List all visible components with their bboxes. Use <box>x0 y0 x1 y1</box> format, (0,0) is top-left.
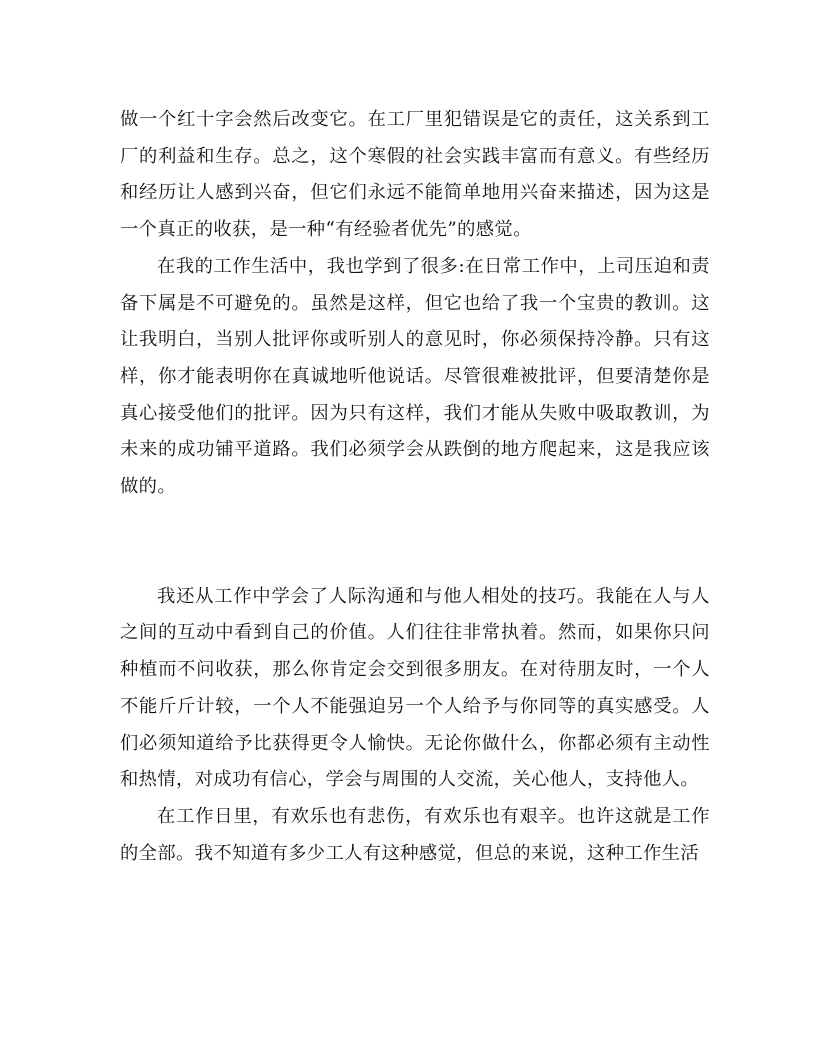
paragraph-4: 在工作日里，有欢乐也有悲伤，有欢乐也有艰辛。也许这就是工作的全部。我不知道有多少工人有这种感觉，但总的来说，这种工作生活 <box>120 805 710 864</box>
paragraph-2: 在我的工作生活中，我也学到了很多:在日常工作中，上司压迫和责备下属是不可避免的。虽然是这样，但它也给了我一个宝贵的教训。这让我明白，当别人批评你或听别人的意见时，你必须保持冷静。只有这样，你才能表明你在真诚地听他说话。尽管很难被批评，但要清楚你是真心接受他们的批评。因为只有这样，我们才能从失败中吸取教训，为未来的成功铺平道路。我们必须学会从跌倒的地方爬起来，这是我应该做的。 <box>120 255 710 498</box>
paragraph-1: 做一个红十字会然后改变它。在工厂里犯错误是它的责任，这关系到工厂的利益和生存。总之，这个寒假的社会实践丰富而有意义。有些经历和经历让人感到兴奋，但它们永远不能简单地用兴奋来描述，因为这是一个真正的收获，是一种“有经验者优先”的感觉。 <box>120 109 710 241</box>
paragraph-3: 我还从工作中学会了人际沟通和与他人相处的技巧。我能在人与人之间的互动中看到自己的价值。人们往往非常执着。然而，如果你只问种植而不问收获，那么你肯定会交到很多朋友。在对待朋友时，一个人不能斤斤计较，一个人不能强迫另一个人给予与你同等的真实感受。人们必须知道给予比获得更令人愉快。无论你做什么，你都必须有主动性和热情，对成功有信心，学会与周围的人交流，关心他人，支持他人。 <box>120 585 710 791</box>
document-page <box>120 102 710 872</box>
